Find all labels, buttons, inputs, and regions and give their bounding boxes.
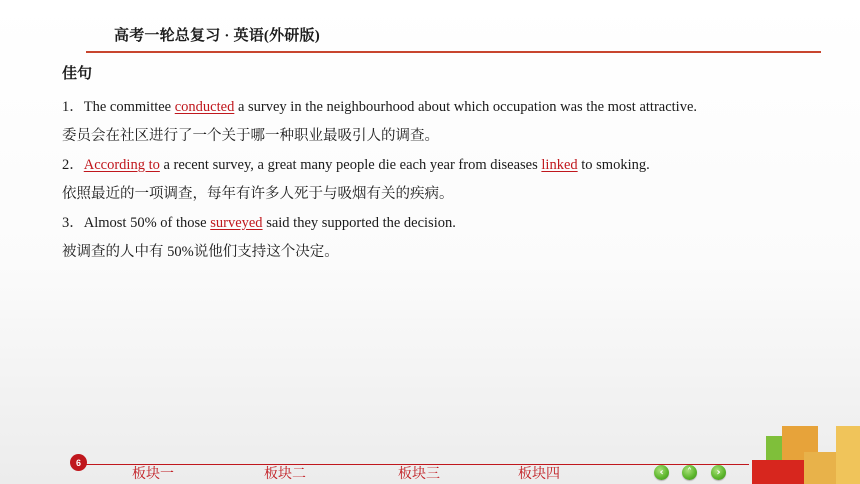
nav-link-block-1[interactable]: 板块一	[132, 466, 174, 482]
nav-link-block-3[interactable]: 板块三	[398, 466, 440, 482]
sentence-text: to smoking.	[577, 157, 650, 173]
prev-page-button[interactable]	[654, 465, 669, 480]
sentence-1-en	[62, 93, 832, 122]
sentence-2-en	[62, 151, 832, 180]
sentence-2-zh: 依照最近的一项调查，每年有许多人死于与吸烟有关的疾病。	[62, 186, 454, 202]
sentence-text: a recent survey, a great many people die each year from diseases	[159, 157, 542, 173]
sentence-text: said they supported the decision.	[262, 215, 456, 231]
page-number-badge: 6	[70, 454, 87, 471]
sentence-number: 3．	[62, 215, 84, 231]
sentence-text: Almost 50% of those	[83, 215, 211, 231]
sentence-3-zh: 被调查的人中有 50%说他们支持这个决定。	[62, 244, 339, 260]
footer-nav	[0, 448, 860, 484]
chevron-up-icon: ˄	[687, 467, 692, 478]
nav-link-block-2[interactable]: 板块二	[264, 466, 306, 482]
sentence-number: 2．	[62, 157, 84, 173]
header-title: 高考一轮总复习 · 英语(外研版)	[114, 28, 320, 44]
sentence-3-en	[62, 209, 832, 238]
highlighted-phrase: According to	[83, 157, 160, 173]
highlighted-phrase: conducted	[174, 99, 235, 115]
chevron-left-icon: ‹	[659, 467, 664, 478]
sentence-text: The committee	[83, 99, 175, 115]
decorative-blocks-icon	[752, 426, 860, 484]
sentence-text: a survey in the neighbourhood about which occupation was the most attractive.	[234, 99, 698, 115]
highlighted-phrase: surveyed	[210, 215, 263, 231]
highlighted-phrase: linked	[541, 157, 578, 173]
section-title: 佳句	[62, 66, 93, 82]
header-divider	[86, 51, 821, 53]
nav-link-block-4[interactable]: 板块四	[518, 466, 560, 482]
home-up-button[interactable]	[682, 465, 697, 480]
main-content	[62, 62, 832, 267]
sentence-1-zh: 委员会在社区进行了一个关于哪一种职业最吸引人的调查。	[62, 128, 439, 144]
chevron-right-icon: ›	[716, 467, 721, 478]
next-page-button[interactable]	[711, 465, 726, 480]
sentence-number: 1．	[62, 99, 84, 115]
